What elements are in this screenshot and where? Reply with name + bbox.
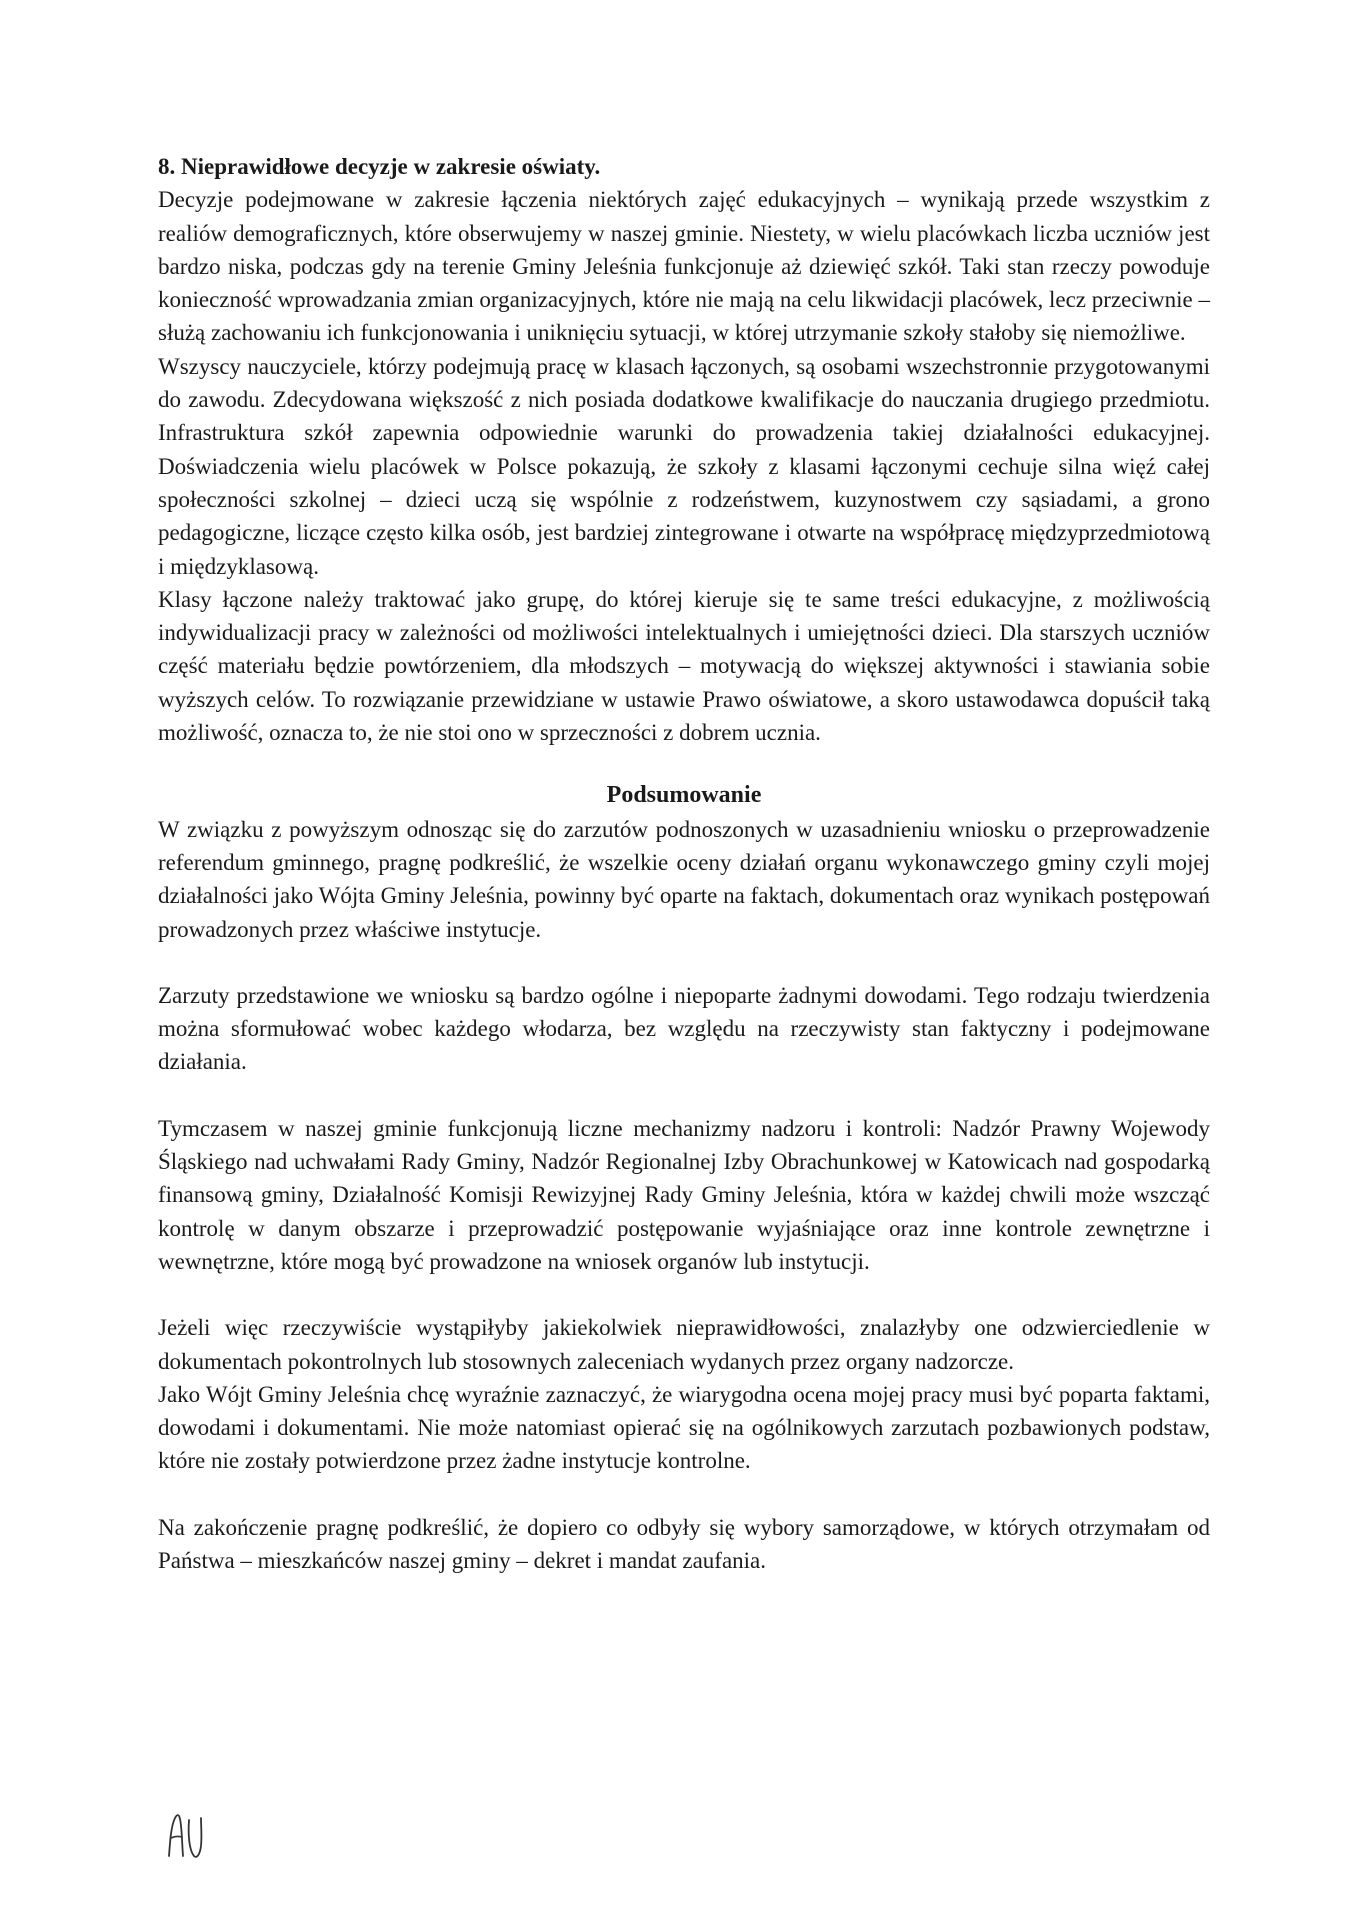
section-heading: 8. Nieprawidłowe decyzje w zakresie oświaty. — [158, 154, 601, 179]
section-paragraph-1: Decyzje podejmowane w zakresie łączenia niektórych zajęć edukacyjnych – wynikają przede wszystkim z realiów demograficznych, które obserwujemy w naszej gminie. Niestety, w wielu placówkach liczba uczniów jest bardzo niska, podczas gdy na terenie Gminy Jeleśnia funkcjonuje aż dziewięć szkół. Taki stan rzeczy powoduje konieczność wprowadzania zmian organizacyjnych, które nie mają na celu likwidacji placówek, lecz przeciwnie – służą zachowaniu ich funkcjonowania i uniknięciu sytuacji, w której utrzymanie szkoły stałoby się niemożliwe. — [158, 187, 1210, 346]
summary-paragraph-3: Tymczasem w naszej gminie funkcjonują liczne mechanizmy nadzoru i kontroli: Nadzór Prawny Wojewody Śląskiego nad uchwałami Rady Gminy, Nadzór Regionalnej Izby Obrachunkowej w Katowicach nad gospodarką finansową gminy, Działalność Komisji Rewizyjnej Rady Gminy Jeleśnia, która w każdej chwili może wszcząć kontrolę w danym obszarze i przeprowadzić postępowanie wyjaśniające oraz inne kontrole zewnętrzne i wewnętrzne, które mogą być prowadzone na wniosek organów lub instytucji. — [158, 1115, 1210, 1274]
section-paragraph-2: Wszyscy nauczyciele, którzy podejmują pracę w klasach łączonych, są osobami wszechstronnie przygotowanymi do zawodu. Zdecydowana większość z nich posiada dodatkowe kwalifikacje do nauczania drugiego przedmiotu. Infrastruktura szkół zapewnia odpowiednie warunki do prowadzenia takiej działalności edukacyjnej. Doświadczenia wielu placówek w Polsce pokazują, że szkoły z klasami łączonymi cechuje silna więź całej społeczności szkolnej – dzieci uczą się wspólnie z rodzeństwem, kuzynostwem czy sąsiadami, a grono pedagogiczne, liczące często kilka osób, jest bardziej zintegrowane i otwarte na współpracę międzyprzedmiotową i międzyklasową. — [158, 353, 1210, 579]
document-page — [158, 150, 1210, 1577]
summary-paragraph-6: Na zakończenie pragnę podkreślić, że dopiero co odbyły się wybory samorządowe, w których otrzymałam od Państwa – mieszkańców naszej gminy – dekret i mandat zaufania. — [158, 1514, 1210, 1573]
summary-paragraph-5: Jako Wójt Gminy Jeleśnia chcę wyraźnie zaznaczyć, że wiarygodna ocena mojej pracy musi być poparta faktami, dowodami i dokumentami. Nie może natomiast opierać się na ogólnikowych zarzutach pozbawionych podstaw, które nie zostały potwierdzone przez żadne instytucje kontrolne. — [158, 1381, 1210, 1474]
summary-paragraph-2: Zarzuty przedstawione we wniosku są bardzo ogólne i niepoparte żadnymi dowodami. Tego rodzaju twierdzenia można sformułować wobec każdego włodarza, bez względu na rzeczywisty stan faktyczny i podejmowane działania. — [158, 982, 1210, 1075]
summary-paragraph-4: Jeżeli więc rzeczywiście wystąpiłyby jakiekolwiek nieprawidłowości, znalazłyby one odzwierciedlenie w dokumentach pokontrolnych lub stosownych zaleceniach wydanych przez organy nadzorcze. — [158, 1315, 1210, 1374]
handwritten-initials — [166, 1812, 206, 1860]
section-paragraph-3: Klasy łączone należy traktować jako grupę, do której kieruje się te same treści edukacyjne, z możliwością indywidualizacji pracy w zależności od możliwości intelektualnych i umiejętności dzieci. Dla starszych uczniów część materiału będzie powtórzeniem, dla młodszych – motywacją do większej aktywności i stawiania sobie wyższych celów. To rozwiązanie przewidziane w ustawie Prawo oświatowe, a skoro ustawodawca dopuścił taką możliwość, oznacza to, że nie stoi ono w sprzeczności z dobrem ucznia. — [158, 586, 1210, 746]
summary-title: Podsumowanie — [606, 782, 762, 809]
summary-paragraph-1: W związku z powyższym odnosząc się do zarzutów podnoszonych w uzasadnieniu wniosku o przeprowadzenie referendum gminnego, pragnę podkreślić, że wszelkie oceny działań organu wykonawczego gminy czyli mojej działalności jako Wójta Gminy Jeleśnia, powinny być oparte na faktach, dokumentach oraz wynikach postępowań prowadzonych przez właściwe instytucje. — [158, 816, 1210, 942]
